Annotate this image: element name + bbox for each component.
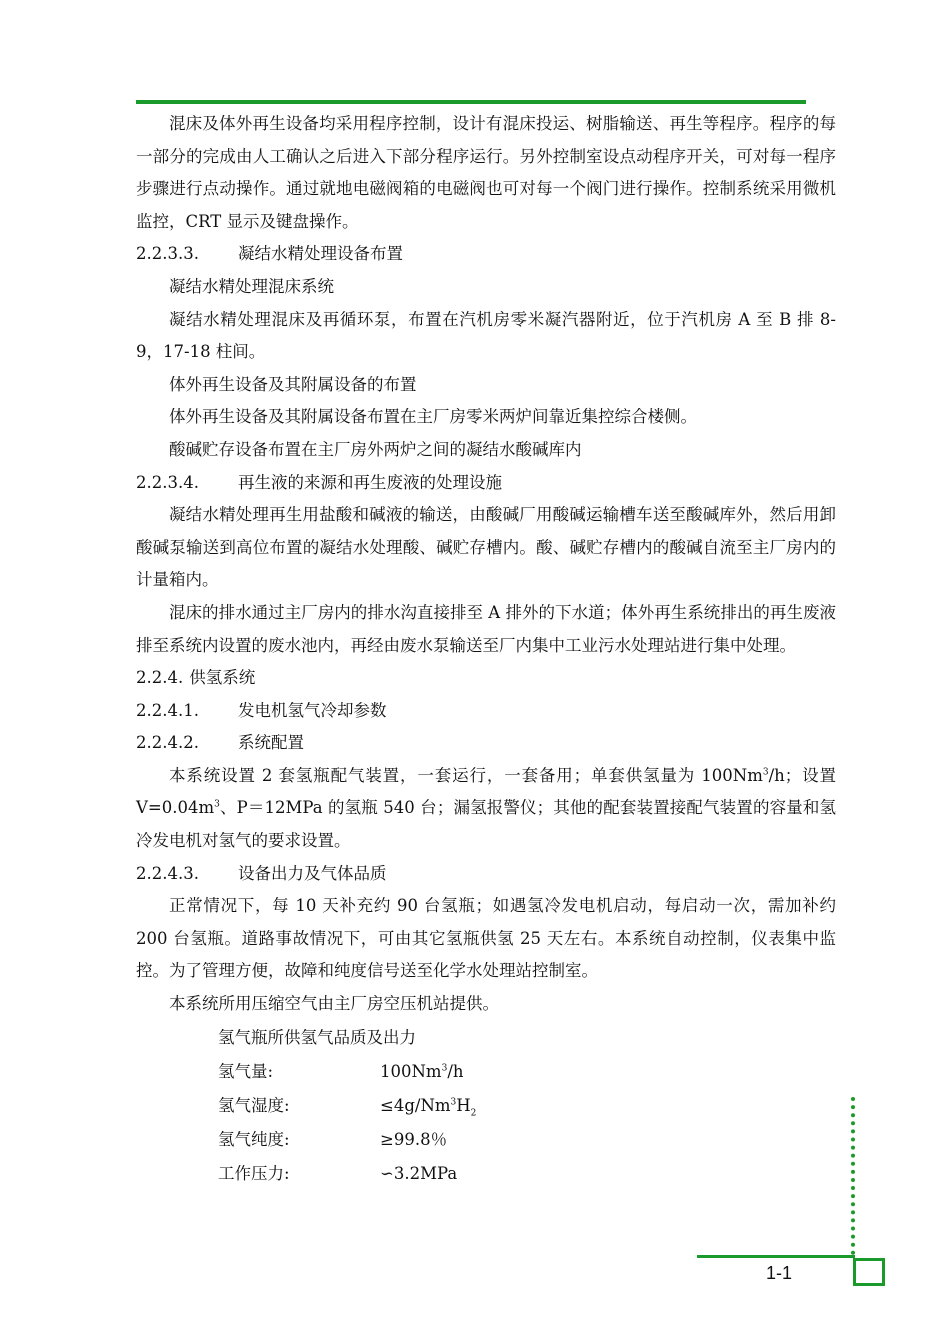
spec-value-unit: /h (447, 1061, 464, 1081)
spec-row (218, 1123, 836, 1157)
page-number: 1-1 (766, 1263, 793, 1283)
paragraph (136, 760, 836, 858)
section-title: 再生液的来源和再生废液的处理设施 (238, 472, 502, 492)
section-heading (136, 238, 836, 271)
spec-value (380, 1055, 464, 1089)
paragraph: 酸碱贮存设备布置在主厂房外两炉之间的凝结水酸碱库内 (169, 439, 582, 459)
section-title: 凝结水精处理设备布置 (238, 244, 403, 264)
paragraph: 凝结水精处理混床及再循环泵，布置在汽机房零米凝汽器附近，位于汽机房 A 至 B 排 8-9，17-18 柱间。 (136, 309, 836, 362)
spec-row (218, 1089, 836, 1123)
section-title: 供氢系统 (189, 668, 256, 688)
section-heading (136, 662, 836, 695)
spec-key: 氢气纯度: (218, 1129, 290, 1149)
section-number: 2.2.4. (136, 668, 184, 688)
paragraph: 混床的排水通过主厂房内的排水沟直接排至 A 排外的下水道；体外再生系统排出的再生废液排至系统内设置的废水池内，再经由废水泵输送至厂内集中工业污水处理站进行集中处理。 (136, 602, 836, 655)
spec-value (380, 1089, 476, 1123)
paragraph: 体外再生设备及其附属设备布置在主厂房零米两炉间靠近集控综合楼侧。 (169, 407, 697, 427)
section-heading (136, 467, 836, 500)
section-number: 2.2.4.1. (136, 700, 199, 720)
section-number: 2.2.3.3. (136, 244, 199, 264)
spec-value-text: ≤4g/Nm (380, 1095, 451, 1115)
superscript: 3 (450, 1097, 457, 1108)
document-body (136, 108, 836, 1191)
section-number: 2.2.4.3. (136, 863, 199, 883)
paragraph: 体外再生设备及其附属设备的布置 (169, 374, 417, 394)
section-title: 设备出力及气体品质 (238, 863, 387, 883)
spec-row (218, 1157, 836, 1191)
paragraph: 凝结水精处理再生用盐酸和碱液的输送，由酸碱厂用酸碱运输槽车送至酸碱库外，然后用卸酸碱泵输送到高位布置的凝结水处理酸、碱贮存槽内。酸、碱贮存槽内的酸碱自流至主厂房内的计量箱内。 (136, 505, 836, 590)
superscript: 3 (214, 799, 220, 810)
spec-value-text: 100Nm (380, 1061, 442, 1081)
superscript: 3 (441, 1063, 448, 1074)
spec-key: 氢气量: (218, 1061, 274, 1081)
section-heading (136, 858, 836, 891)
footer-dotted-line (851, 1097, 855, 1255)
spec-value-unit: H (456, 1095, 471, 1115)
spec-key: 氢气湿度: (218, 1095, 290, 1115)
superscript: 3 (762, 767, 769, 778)
spec-title-text: 氢气瓶所供氢气品质及出力 (218, 1027, 416, 1047)
paragraph-text: 本系统设置 2 套氢瓶配气装置，一套运行，一套备用；单套供氢量为 100Nm (169, 765, 763, 785)
paragraph-text: /h；设置 V=0.04m (136, 765, 837, 818)
paragraph: 凝结水精处理混床系统 (169, 276, 334, 296)
subscript: 2 (470, 1107, 477, 1118)
section-number: 2.2.4.2. (136, 733, 199, 753)
section-heading (136, 695, 836, 728)
hydrogen-spec-block (218, 1021, 836, 1191)
footer-rule (697, 1255, 855, 1258)
spec-row (218, 1055, 836, 1089)
paragraph-text: 、P＝12MPa 的氢瓶 540 台；漏氢报警仪；其他的配套装置接配气装置的容量和氢冷发电机对氢气的要求设置。 (136, 798, 836, 851)
spec-title (218, 1021, 836, 1055)
spec-value: ∽3.2MPa (380, 1163, 458, 1183)
footer-box-ornament (853, 1258, 885, 1286)
header-rule (136, 100, 806, 104)
section-title: 发电机氢气冷却参数 (238, 700, 387, 720)
section-title: 系统配置 (238, 733, 304, 753)
paragraph: 混床及体外再生设备均采用程序控制，设计有混床投运、树脂输送、再生等程序。程序的每一部分的完成由人工确认之后进入下部分程序运行。另外控制室设点动程序开关，可对每一程序步骤进行点动操作。通过就地电磁阀箱的电磁阀也可对每一个阀门进行操作。控制系统采用微机监控，CRT 显示及键盘操作。 (136, 114, 836, 231)
section-number: 2.2.3.4. (136, 472, 199, 492)
paragraph: 本系统所用压缩空气由主厂房空压机站提供。 (169, 994, 499, 1014)
paragraph: 正常情况下，每 10 天补充约 90 台氢瓶；如遇氢冷发电机启动，每启动一次，需加补约 200 台氢瓶。道路事故情况下，可由其它氢瓶供氢 25 天左右。本系统自动控制，仪表集中监控。为了管理方便，故障和纯度信号送至化学水处理站控制室。 (136, 896, 836, 981)
spec-key: 工作压力: (218, 1163, 290, 1183)
section-heading (136, 727, 836, 760)
spec-value: ≥99.8％ (380, 1129, 448, 1149)
